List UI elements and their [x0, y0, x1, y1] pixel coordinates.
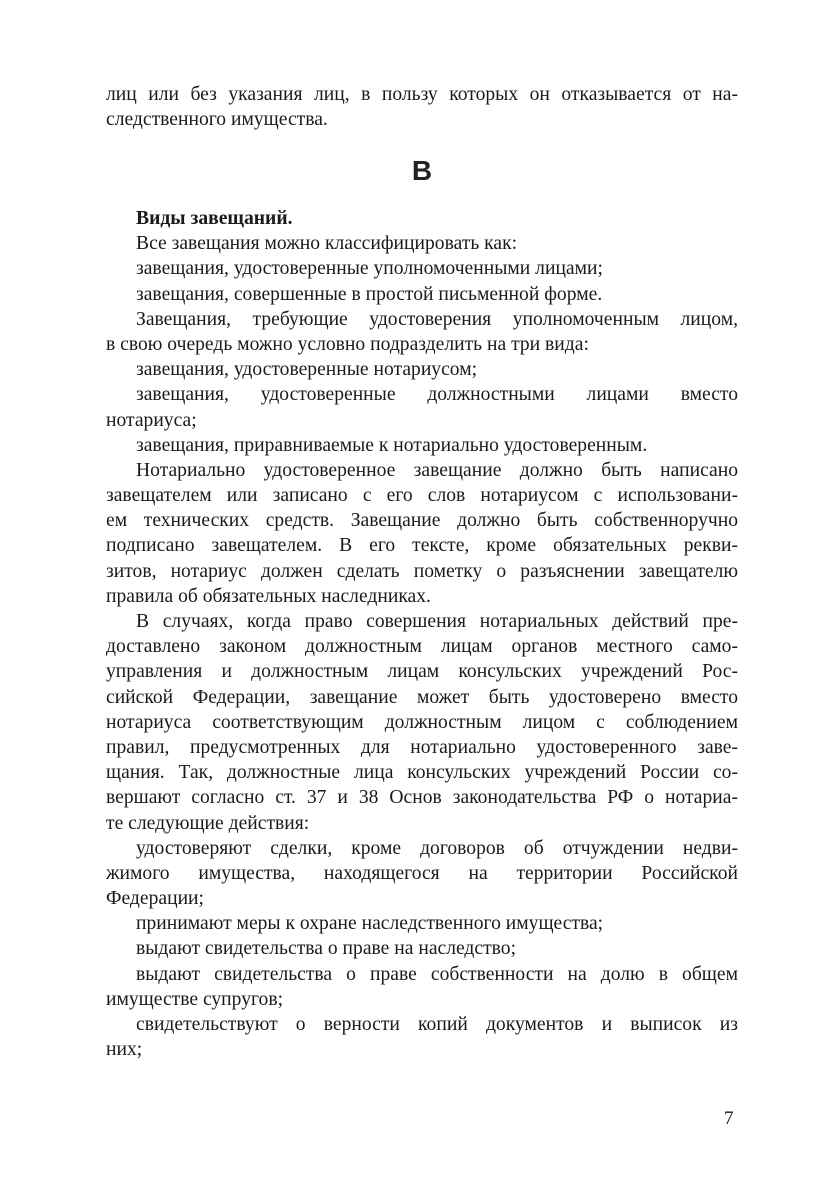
section-heading: Виды завещаний. [136, 208, 293, 229]
text-line: принимают меры к охране наследственного имущества; [136, 913, 604, 935]
text-line: Все завещания можно классифицировать как: [136, 233, 518, 255]
text-line: доставлено законом должностным лицам органов местного само- [106, 636, 738, 658]
section-letter: В [411, 155, 433, 186]
text-line: завещания, совершенные в простой письменной форме. [136, 283, 603, 305]
text-line: лиц или без указания лиц, в пользу которых он отказывается от на- [106, 84, 738, 105]
text-line: имуществе супругов; [106, 988, 284, 1010]
text-line: завещателем или записано с его слов нотариусом с использовани- [106, 485, 738, 507]
text-line: правила об обязательных наследниках. [106, 585, 431, 607]
text-line: нотариуса соответствующим должностным лицом с соблюдением [106, 711, 738, 733]
text-line: щания. Так, должностные лица консульских учреждений России со- [106, 762, 738, 784]
text-line: в свою очередь можно условно подразделить на три вида: [106, 333, 589, 355]
text-line: Федерации; [106, 888, 204, 910]
text-line: выдают свидетельства о праве собственности на долю в общем [136, 963, 738, 985]
text-line: завещания, приравниваемые к нотариально удостоверенным. [136, 434, 648, 456]
text-line: ем технических средств. Завещание должно быть собственноручно [106, 510, 738, 532]
text-line: сийской Федерации, завещание может быть удостоверено вместо [106, 686, 738, 708]
intro-paragraph [106, 82, 738, 132]
text-line: нотариуса; [106, 409, 197, 431]
text-line: завещания, удостоверенные нотариусом; [136, 359, 478, 381]
text-line: правил, предусмотренных для нотариально удостоверенного заве- [106, 736, 738, 758]
page-number: 7 [724, 1108, 734, 1129]
text-line: вершают согласно ст. 37 и 38 Основ законодательства РФ о нотариа- [106, 787, 738, 809]
text-line: те следующие действия: [106, 812, 310, 834]
text-line: них; [106, 1039, 143, 1061]
section-body [106, 206, 738, 1062]
body-text [106, 231, 738, 1062]
text-line: жимого имущества, находящегося на территории Российской [106, 862, 738, 884]
text-line: зитов, нотариус должен сделать пометку о разъяснении завещателю [106, 560, 738, 582]
text-line: В случаях, когда право совершения нотариальных действий пре- [136, 611, 738, 632]
text-line: удостоверяют сделки, кроме договоров об отчуждении недви- [136, 837, 738, 859]
text-line: свидетельствуют о верности копий документов и выписок из [136, 1014, 738, 1035]
text-line: управления и должностным лицам консульских учреждений Рос- [106, 661, 738, 683]
text-line: завещания, удостоверенные уполномоченными лицами; [136, 258, 603, 280]
text-line: Нотариально удостоверенное завещание должно быть написано [136, 459, 738, 481]
text-line: Завещания, требующие удостоверения уполномоченным лицом, [136, 308, 738, 330]
text-line: выдают свидетельства о праве на наследство; [136, 938, 517, 960]
text-line: завещания, удостоверенные должностными лицами вместо [136, 384, 738, 406]
text-line: следственного имущества. [106, 109, 328, 131]
text-line: подписано завещателем. В его тексте, кроме обязательных рекви- [106, 535, 738, 557]
page-content [106, 82, 738, 1061]
